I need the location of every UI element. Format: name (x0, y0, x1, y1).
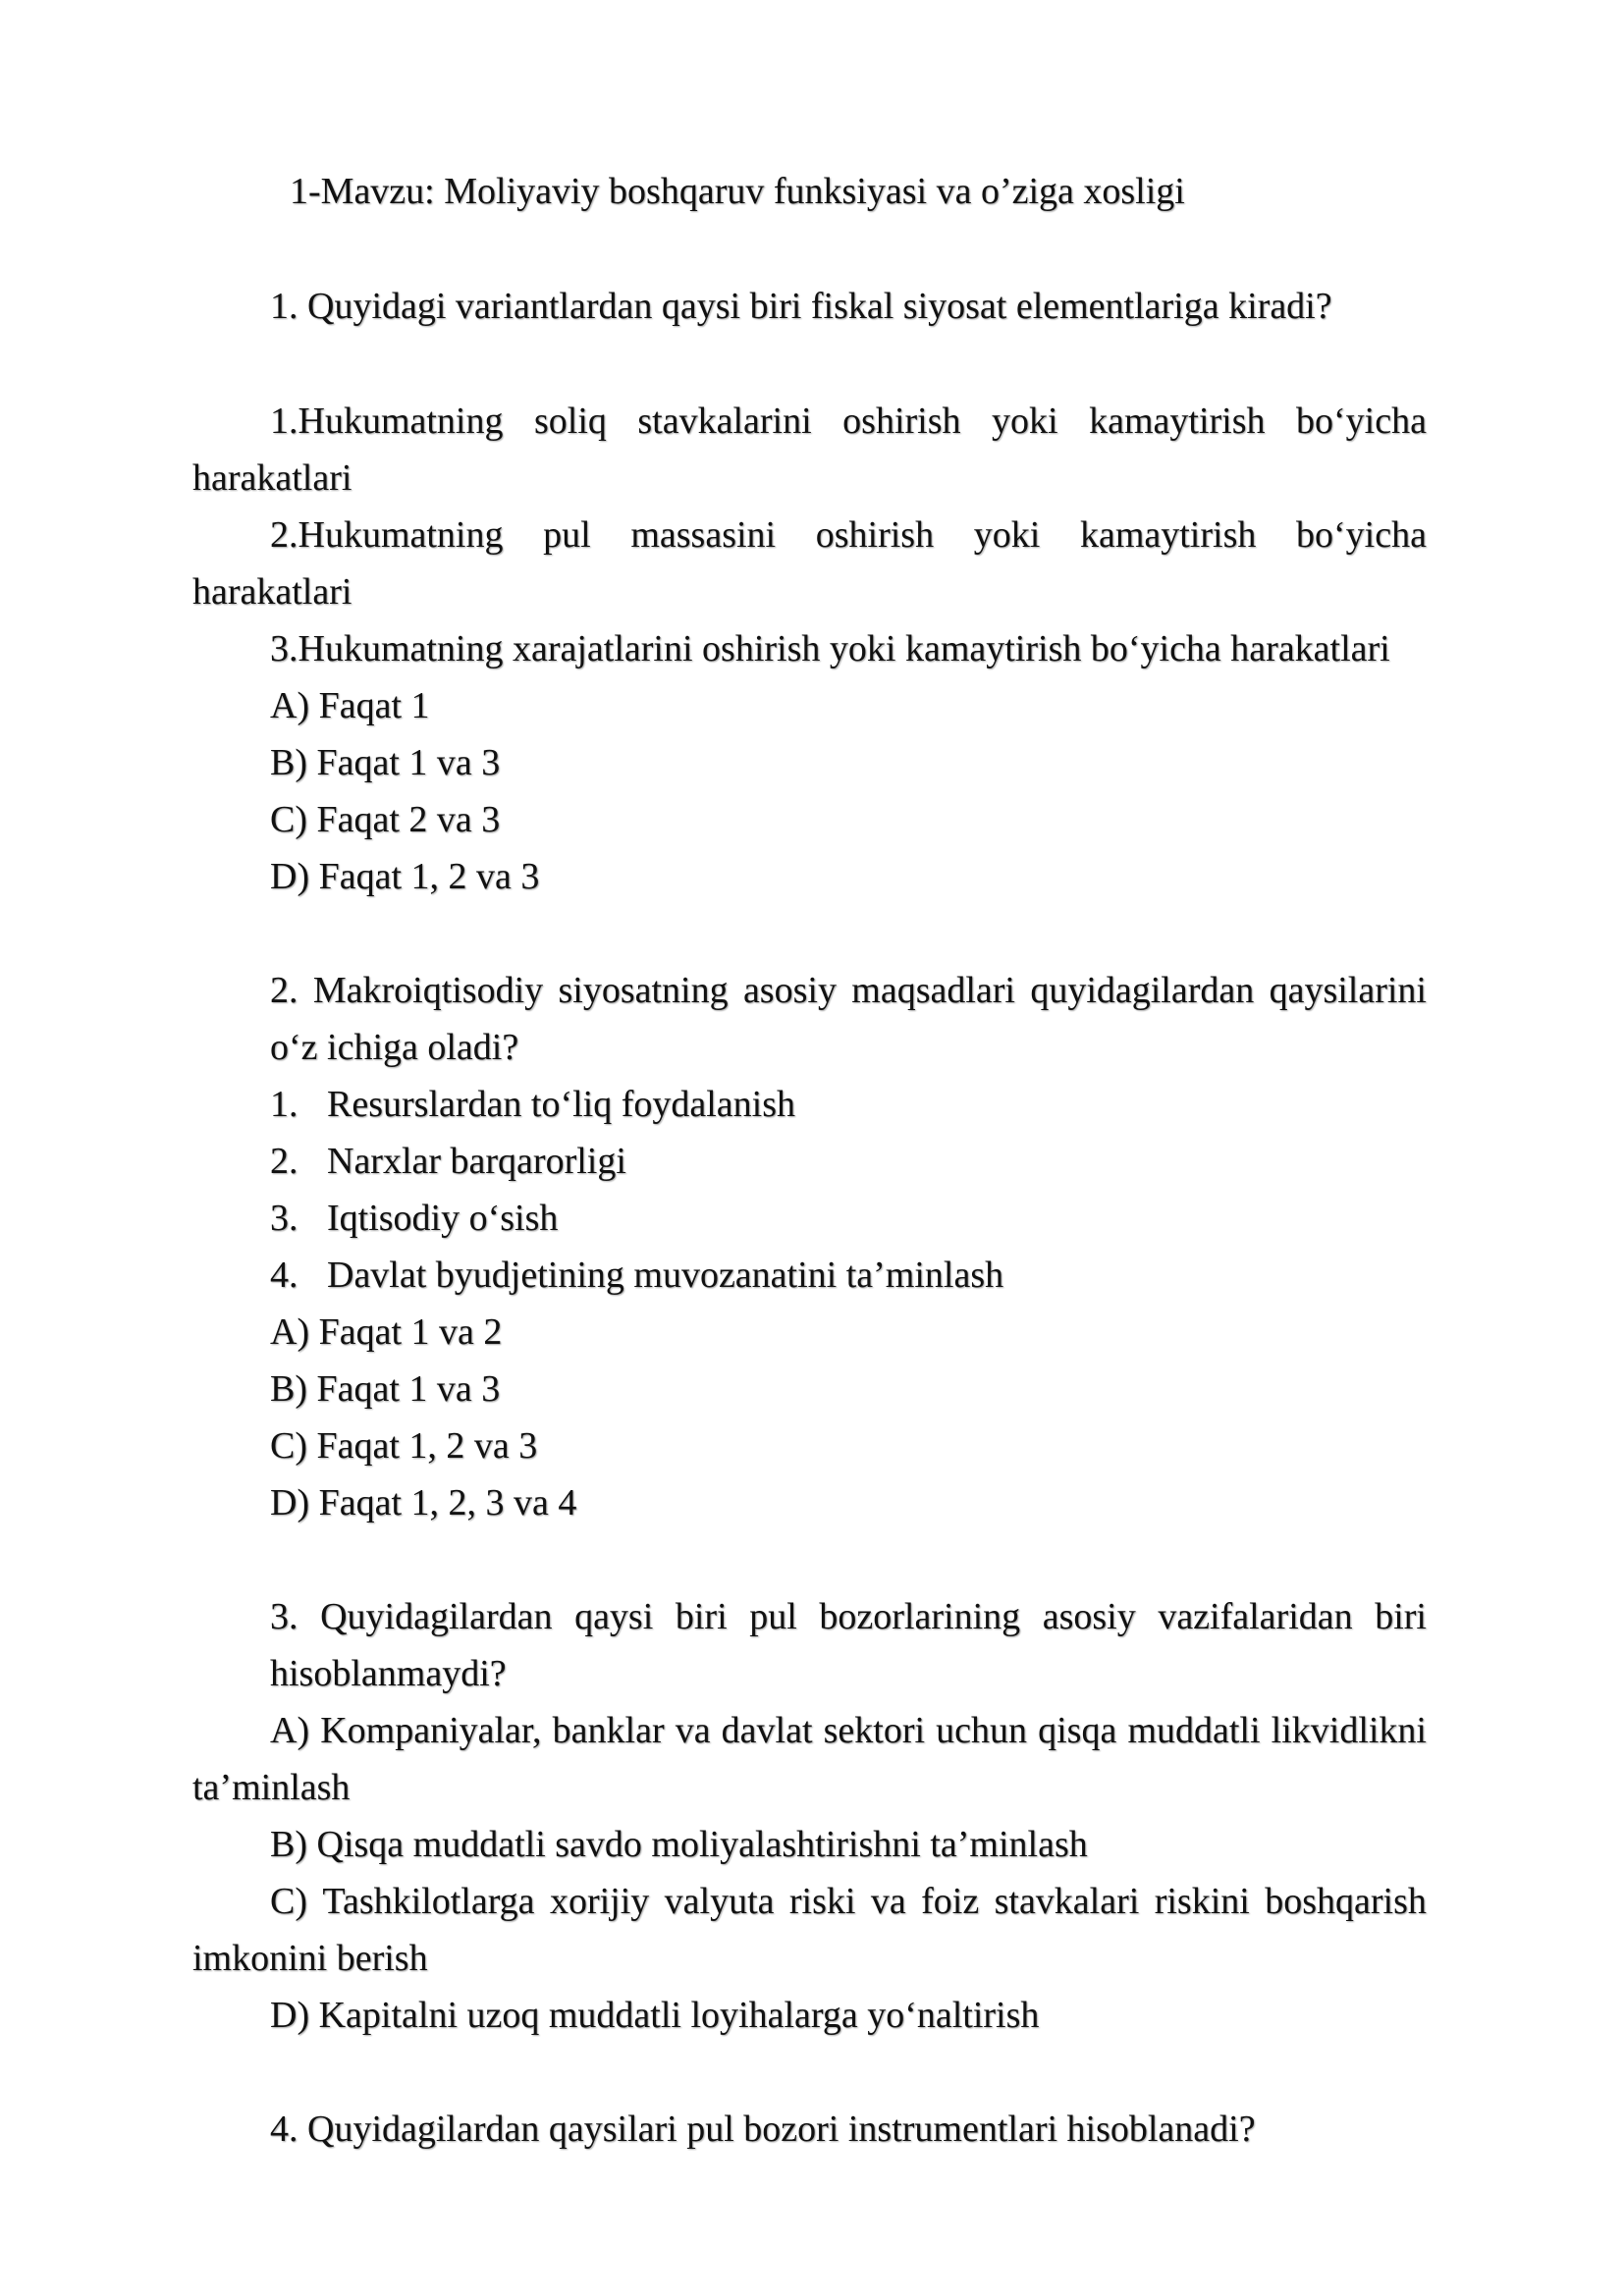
q2-list-item: 2. Narxlar barqarorligi (270, 1141, 626, 1182)
q1-statement-2: 2.Hukumatning pul massasini oshirish yoki kamaytirish bo‘yicha (270, 514, 1427, 556)
q2-option-c: C) Faqat 1, 2 va 3 (270, 1425, 538, 1467)
q2-option-d: D) Faqat 1, 2, 3 va 4 (270, 1482, 577, 1523)
q2-option-b: B) Faqat 1 va 3 (270, 1368, 501, 1410)
q2-list-item: 3. Iqtisodiy o‘sish (270, 1198, 559, 1239)
q1-option-c: C) Faqat 2 va 3 (270, 799, 501, 840)
page-title: 1-Mavzu: Moliyaviy boshqaruv funksiyasi va o’ziga xosligi (290, 171, 1185, 212)
q3-option-a-continuation: ta’minlash (192, 1767, 351, 1808)
q3-option-b: B) Qisqa muddatli savdo moliyalashtirishni ta’minlash (270, 1824, 1088, 1865)
q2-list-item: 1. Resurslardan to‘liq foydalanish (270, 1084, 796, 1125)
q1-statement-2-continuation: harakatlari (192, 571, 352, 613)
q1-statement-1-continuation: harakatlari (192, 457, 352, 499)
q3-option-c-continuation: imkonini berish (192, 1938, 428, 1979)
q3-option-c: C) Tashkilotlarga xorijiy valyuta riski va foiz stavkalari riskini boshqarish (270, 1881, 1427, 1922)
q1-option-a: A) Faqat 1 (270, 685, 430, 726)
question-2-text: 2. Makroiqtisodiy siyosatning asosiy maqsadlari quyidagilardan qaysilarini (270, 970, 1427, 1011)
q1-statement-3: 3.Hukumatning xarajatlarini oshirish yoki kamaytirish bo‘yicha harakatlari (270, 628, 1390, 669)
q1-statement-1: 1.Hukumatning soliq stavkalarini oshirish yoki kamaytirish bo‘yicha (270, 400, 1427, 442)
q3-option-a: A) Kompaniyalar, banklar va davlat sektori uchun qisqa muddatli likvidlikni (270, 1710, 1427, 1751)
q1-option-b: B) Faqat 1 va 3 (270, 742, 501, 783)
question-3-continuation: hisoblanmaydi? (270, 1653, 507, 1694)
question-2-continuation: o‘z ichiga oladi? (270, 1027, 519, 1068)
q2-option-a: A) Faqat 1 va 2 (270, 1311, 503, 1353)
question-4-text: 4. Quyidagilardan qaysilari pul bozori instrumentlari hisoblanadi? (270, 2109, 1256, 2150)
question-1-text: 1. Quyidagi variantlardan qaysi biri fiskal siyosat elementlariga kiradi? (270, 286, 1332, 327)
q3-option-d: D) Kapitalni uzoq muddatli loyihalarga yo‘naltirish (270, 1995, 1040, 2036)
q1-option-d: D) Faqat 1, 2 va 3 (270, 856, 540, 897)
question-3-text: 3. Quyidagilardan qaysi biri pul bozorlarining asosiy vazifalaridan biri (270, 1596, 1427, 1637)
q2-list-item: 4. Davlat byudjetining muvozanatini ta’minlash (270, 1255, 1004, 1296)
